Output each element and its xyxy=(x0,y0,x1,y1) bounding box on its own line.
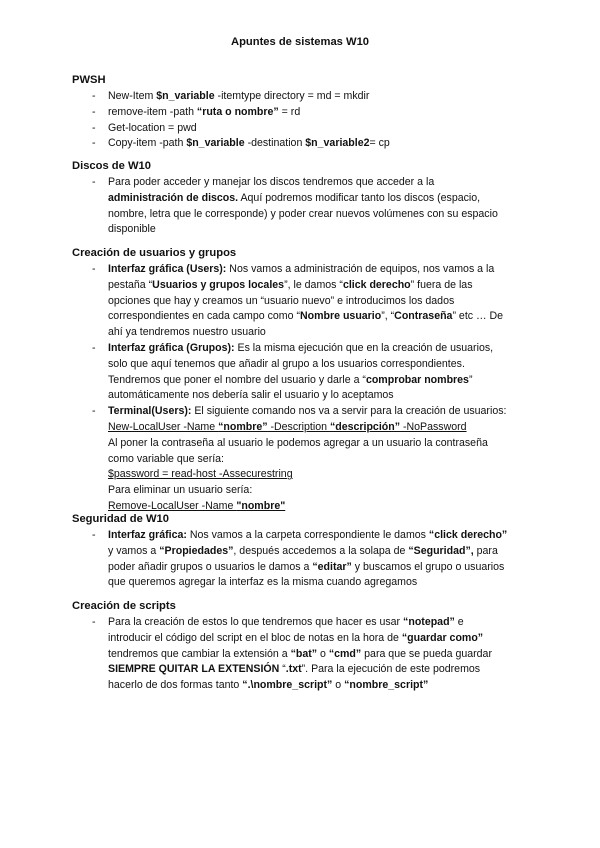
text-line: Terminal(Users): El siguiente comando nos va a servir para la creación de usuarios: xyxy=(108,405,507,418)
command-remove-localuser: Remove-LocalUser -Name "nombre" xyxy=(108,499,286,512)
section-scripts xyxy=(72,597,532,694)
seguridad-list xyxy=(72,528,532,591)
text-line: Para la creación de estos lo que tendremos que hacer es usar “notepad” e xyxy=(108,616,464,628)
list-item xyxy=(72,105,532,121)
list-item xyxy=(72,528,532,591)
section-seguridad xyxy=(72,510,532,591)
text-line: solo que aquí tenemos que añadir al grupo a los usuarios correspondientes. xyxy=(108,357,465,370)
bullet-dash: - xyxy=(92,176,96,188)
text-line: Al poner la contraseña al usuario le podemos agregar a un usuario la contraseña xyxy=(108,436,488,449)
list-item xyxy=(72,121,532,137)
text-line: hacerlo de dos formas tanto “.\nombre_script” o “nombre_script” xyxy=(108,679,429,692)
text-line: que queremos agregar la interfaz es la misma cuando agregamos xyxy=(108,576,418,589)
pwsh-list xyxy=(72,89,532,152)
text-line: Interfaz gráfica (Users): Nos vamos a administración de equipos, nos vamos a la xyxy=(108,263,495,275)
command-read-host: $password = read-host -Assecurestring xyxy=(108,468,293,481)
list-item xyxy=(72,262,532,341)
bullet-dash: - xyxy=(92,137,96,150)
text-line: y vamos a “Propiedades”, después accedemos a la solapa de “Seguridad”, para xyxy=(108,544,498,557)
list-item xyxy=(72,136,532,152)
scripts-list xyxy=(72,615,532,694)
section-heading: PWSH xyxy=(72,74,106,86)
text-line: Get-location = pwd xyxy=(108,121,197,134)
text-line: administración de discos. Aquí podremos modificar tanto los discos (espacio, xyxy=(108,191,481,204)
bullet-dash: - xyxy=(92,405,96,418)
text-line: Para poder acceder y manejar los discos tendremos que acceder a la xyxy=(108,176,435,188)
document-title: Apuntes de sistemas W10 xyxy=(230,36,370,48)
text-line: tendremos que cambiar la extensión a “bat” o “cmd” para que se pueda guardar xyxy=(108,647,492,660)
list-item xyxy=(72,404,532,515)
bullet-dash: - xyxy=(92,105,96,118)
usuarios-list xyxy=(72,262,532,515)
list-item xyxy=(72,615,532,694)
text-line: Tendremos que poner el nombre del usuario y darle a “comprobar nombres” xyxy=(108,373,473,386)
text-line: introducir el código del script en el bloc de notas en la hora de “guardar como” xyxy=(108,631,484,644)
text-line: poder añadir grupos o usuarios le damos a “editar” y buscamos el grupo o usuarios xyxy=(108,560,505,573)
list-item xyxy=(72,175,532,238)
section-heading: Discos de W10 xyxy=(72,160,151,172)
text-line: opciones que hay y creamos un “usuario nuevo” e introducimos los dados xyxy=(108,294,455,307)
bullet-dash: - xyxy=(92,121,96,134)
list-item xyxy=(72,341,532,404)
text-line: disponible xyxy=(108,223,156,236)
section-discos xyxy=(72,157,532,238)
text-line: nombre, letra que le corresponde) y poder crear nuevos volúmenes con su espacio xyxy=(108,207,498,220)
text-line: ahí ya tendremos nuestro usuario xyxy=(108,326,266,339)
text-line: New-Item $n_variable -itemtype directory = md = mkdir xyxy=(108,90,370,102)
bullet-dash: - xyxy=(92,263,96,275)
text-line: pestaña “Usuarios y grupos locales”, le damos “click derecho” fuera de las xyxy=(108,278,473,291)
text-line: remove-item -path “ruta o nombre” = rd xyxy=(108,105,301,118)
list-item xyxy=(72,89,532,105)
section-heading: Creación de scripts xyxy=(72,600,176,612)
text-line: Copy-item -path $n_variable -destination $n_variable2= cp xyxy=(108,137,390,150)
text-line: SIEMPRE QUITAR LA EXTENSIÓN “.txt”. Para la ejecución de este podremos xyxy=(108,663,481,676)
section-pwsh xyxy=(72,71,532,152)
section-usuarios xyxy=(72,244,532,515)
text-line: Interfaz gráfica: Nos vamos a la carpeta correspondiente le damos “click derecho” xyxy=(108,529,508,541)
text-line: Interfaz gráfica (Grupos): Es la misma ejecución que en la creación de usuarios, xyxy=(108,341,494,354)
text-line: correspondientes en cada campo como “Nombre usuario”, “Contraseña” etc … De xyxy=(108,310,504,323)
text-line: como variable que sería: xyxy=(108,452,225,465)
command-new-localuser: New-LocalUser -Name “nombre” -Description “descripción” -NoPassword xyxy=(108,420,467,433)
discos-list xyxy=(72,175,532,238)
section-heading: Creación de usuarios y grupos xyxy=(72,247,237,259)
section-heading: Seguridad de W10 xyxy=(72,513,169,525)
bullet-dash: - xyxy=(92,616,96,628)
bullet-dash: - xyxy=(92,90,96,102)
text-line: automáticamente nos debería salir el usuario y lo aceptamos xyxy=(108,389,394,402)
bullet-dash: - xyxy=(92,341,96,354)
bullet-dash: - xyxy=(92,529,96,541)
text-line: Para eliminar un usuario sería: xyxy=(108,484,253,497)
